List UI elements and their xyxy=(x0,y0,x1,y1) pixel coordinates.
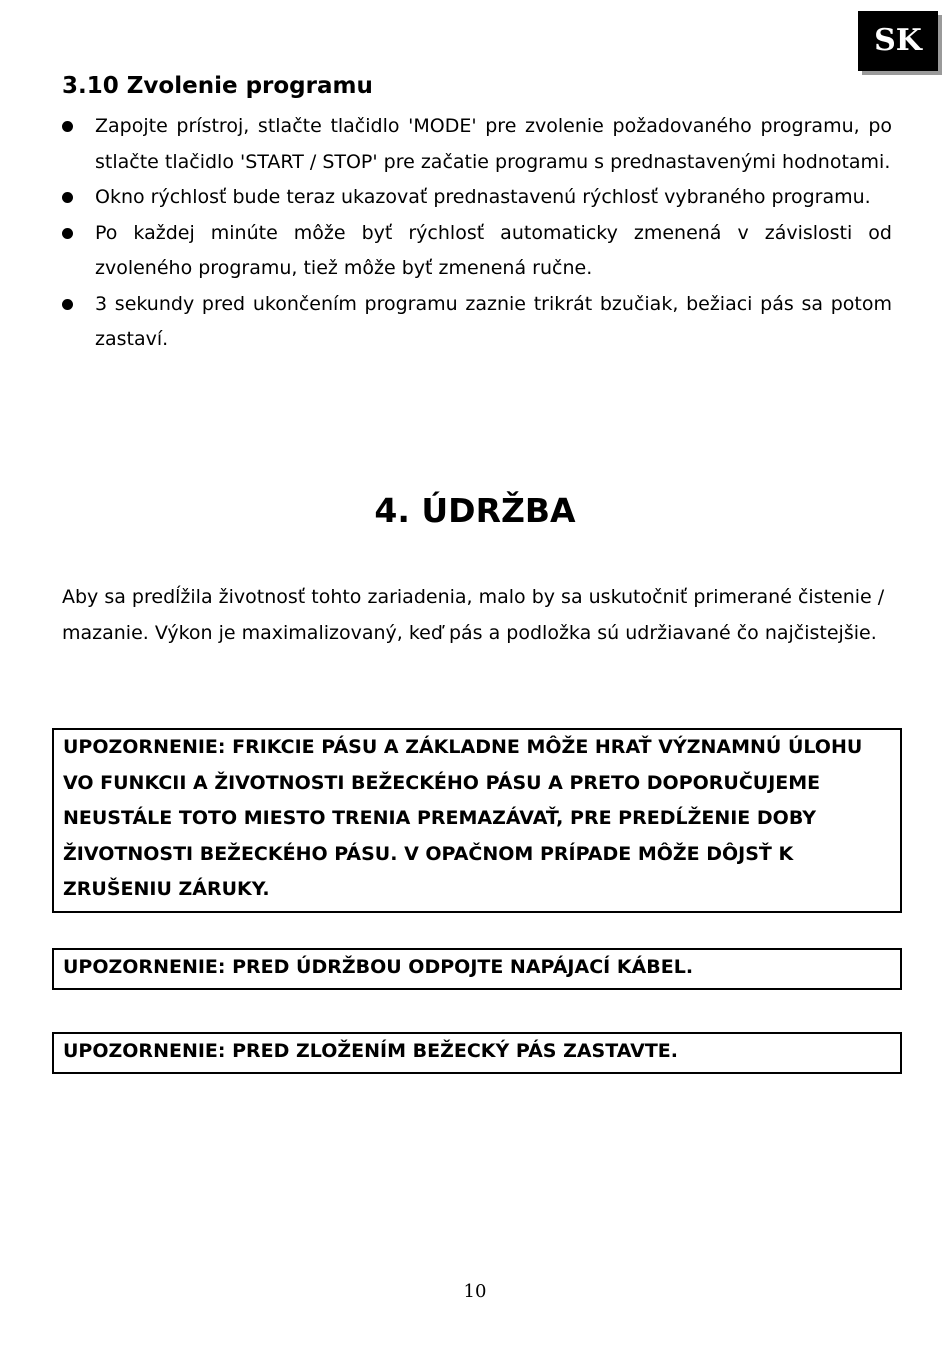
warning-box-folding xyxy=(52,1032,902,1074)
warning-text: UPOZORNENIE: PRED ZLOŽENÍM BEŽECKÝ PÁS ZASTAVTE. xyxy=(63,1040,679,1062)
section-heading: 3.10 Zvolenie programu xyxy=(62,73,373,99)
list-item-text: Zapojte prístroj, stlačte tlačidlo 'MODE' pre zvolenie požadovaného programu, po stlačte tlačidlo 'START / STOP' pre začatie programu s prednastavenými hodnotami. xyxy=(95,115,892,173)
warning-box-friction xyxy=(52,728,902,913)
list-item xyxy=(62,180,892,216)
list-item-text: Po každej minúte môže byť rýchlosť automaticky zmenená v závislosti od zvoleného programu, tiež môže byť zmenená ručne. xyxy=(95,221,892,279)
warning-text: UPOZORNENIE: PRED ÚDRŽBOU ODPOJTE NAPÁJACÍ KÁBEL. xyxy=(63,956,694,978)
bullet-icon xyxy=(62,192,73,203)
language-badge: SK xyxy=(858,11,938,71)
list-item-text: 3 sekundy pred ukončením programu zaznie trikrát bzučiak, bežiaci pás sa potom zastaví. xyxy=(95,292,892,350)
list-item xyxy=(62,216,892,287)
list-item-text: Okno rýchlosť bude teraz ukazovať prednastavenú rýchlosť vybraného programu. xyxy=(95,186,871,208)
warning-text: UPOZORNENIE: FRIKCIE PÁSU A ZÁKLADNE MÔŽE HRAŤ VÝZNAMNÚ ÚLOHU VO FUNKCII A ŽIVOTNOSTI BEŽECKÉHO PÁSU A PRETO DOPORUČUJEME NEUSTÁLE TOTO MIESTO TRENIA PREMAZÁVAŤ, PRE PREDĹŽENIE DOBY ŽIVOTNOSTI BEŽECKÉHO PÁSU. V OPAČNOM PRÍPADE MÔŽE DÔJSŤ K ZRUŠENIU ZÁRUKY. xyxy=(63,736,863,900)
bullet-icon xyxy=(62,299,73,310)
page-number: 10 xyxy=(463,1281,487,1302)
list-item xyxy=(62,109,892,180)
warning-box-power xyxy=(52,948,902,990)
maintenance-intro: Aby sa predĺžila životnosť tohto zariadenia, malo by sa uskutočniť primerané čistenie / mazanie. Výkon je maximalizovaný, keď pás a podložka sú udržiavané čo najčistejšie. xyxy=(62,586,885,644)
chapter-title: 4. ÚDRŽBA xyxy=(374,491,576,530)
program-instructions-list xyxy=(62,109,892,358)
bullet-icon xyxy=(62,121,73,132)
list-item xyxy=(62,287,892,358)
bullet-icon xyxy=(62,228,73,239)
